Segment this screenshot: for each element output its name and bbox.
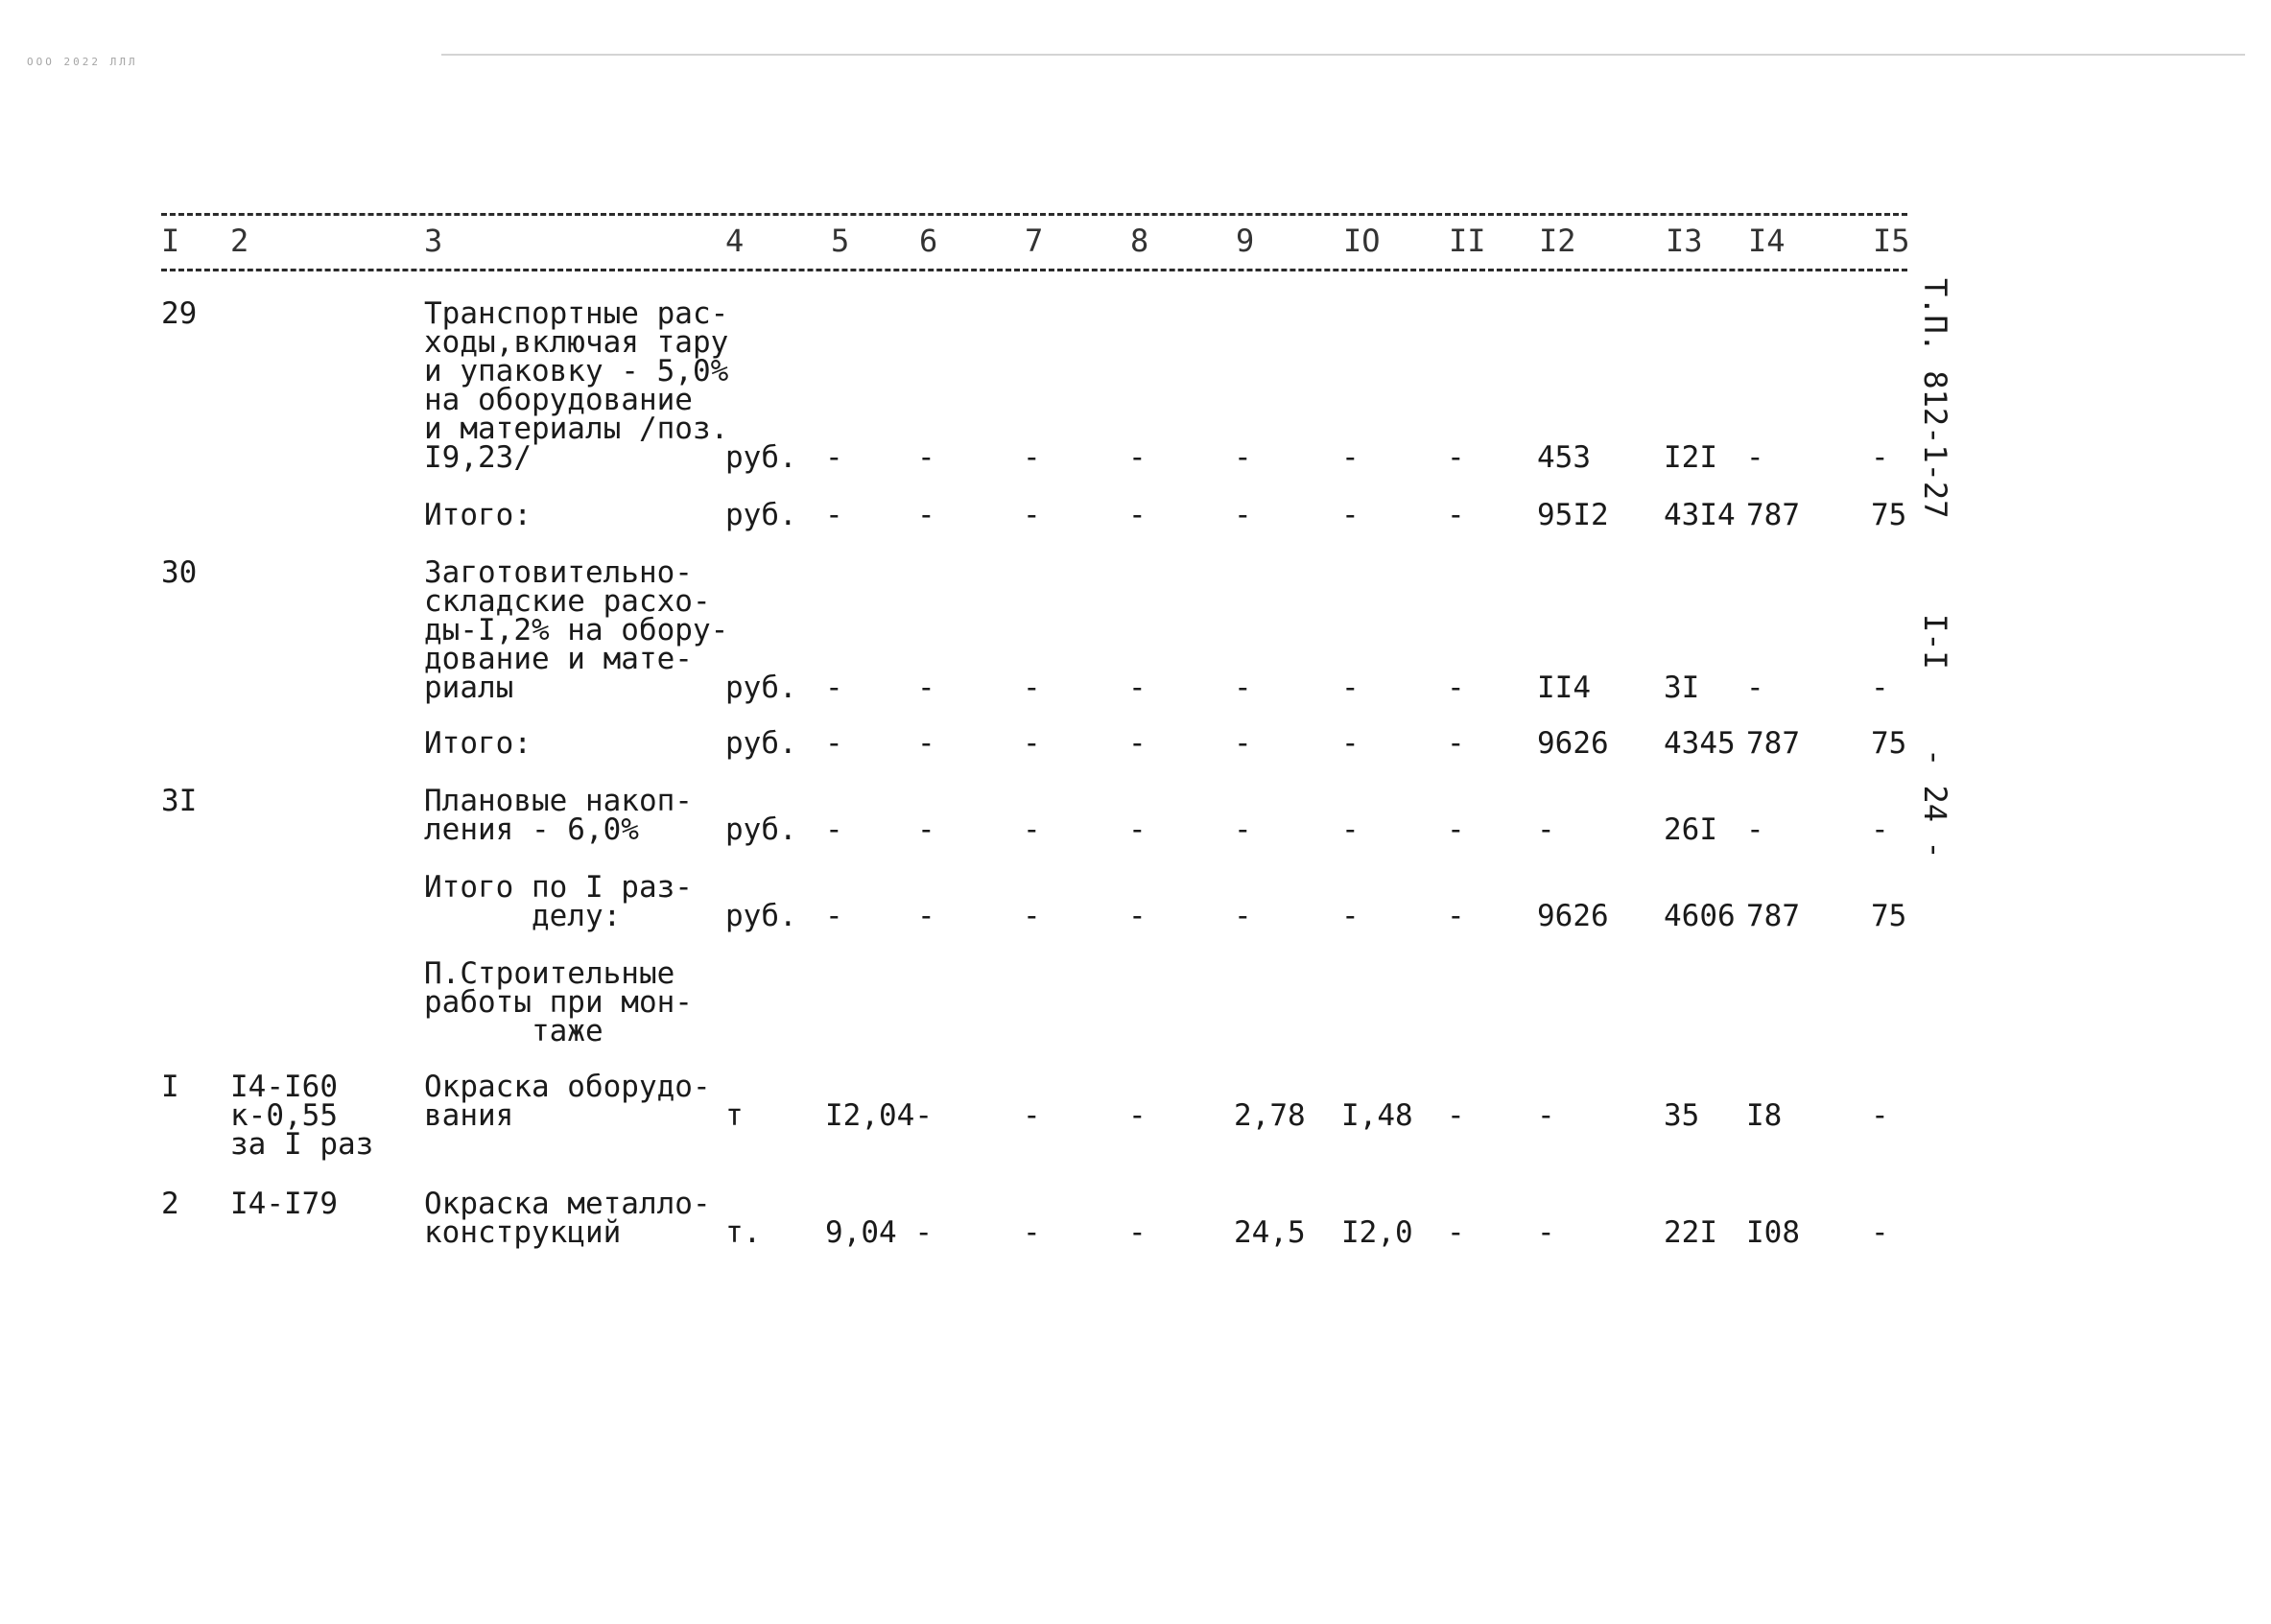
row-description: Заготовительно- складские расхо- ды-I,2% на обору- дование и мате- риалы	[424, 555, 729, 705]
cell-c13: 35	[1664, 1098, 1700, 1133]
cell-c13: 4606	[1664, 899, 1736, 933]
cell-c12: 9626	[1537, 726, 1609, 761]
rate-code: I4-I79	[230, 1187, 338, 1221]
cell-c11: -	[1447, 1215, 1465, 1250]
row-description: Транспортные рас- ходы,включая тару и упаковку - 5,0% на оборудование и материалы /поз. I9,23/	[424, 296, 729, 475]
cell-c14: I8	[1746, 1098, 1783, 1133]
header-bottom-rule	[161, 269, 1907, 271]
cell-c12: 95I2	[1537, 498, 1609, 532]
rate-code: I4-I60 к-0,55 за I раз	[230, 1070, 374, 1162]
column-header: I3	[1666, 223, 1703, 259]
cell-c6: -	[917, 671, 935, 705]
cell-c9: -	[1234, 440, 1252, 475]
cell-c11: -	[1447, 498, 1465, 532]
cell-c12: -	[1537, 812, 1555, 847]
column-header: I	[161, 223, 180, 259]
cell-c10: -	[1341, 498, 1360, 532]
cell-c5: -	[825, 726, 843, 761]
column-header: 3	[424, 223, 443, 259]
cell-c14: 787	[1746, 899, 1800, 933]
cell-c14: 787	[1746, 726, 1800, 761]
cell-c5: -	[825, 899, 843, 933]
cell-c13: 22I	[1664, 1215, 1717, 1250]
cell-c10: -	[1341, 440, 1360, 475]
row-unit: т.	[725, 1215, 762, 1250]
cell-c10: -	[1341, 899, 1360, 933]
column-header: I5	[1873, 223, 1910, 259]
column-header: 6	[919, 223, 938, 259]
scan-mark: ООО 2022 ЛЛЛ	[27, 56, 138, 68]
column-header: I4	[1748, 223, 1786, 259]
cell-c15: 75	[1871, 498, 1907, 532]
cell-c9: -	[1234, 498, 1252, 532]
cell-c9: 24,5	[1234, 1215, 1306, 1250]
cell-c8: -	[1128, 671, 1147, 705]
row-description: Окраска оборудо- вания	[424, 1070, 711, 1133]
cell-c11: -	[1447, 671, 1465, 705]
cell-c15: -	[1871, 671, 1889, 705]
column-header: 5	[831, 223, 850, 259]
cell-c7: -	[1023, 440, 1041, 475]
cell-c6: -	[917, 440, 935, 475]
column-header: 2	[230, 223, 249, 259]
cell-c13: I2I	[1664, 440, 1717, 475]
cell-c5: -	[825, 671, 843, 705]
cell-c14: -	[1746, 812, 1764, 847]
cell-c14: I08	[1746, 1215, 1800, 1250]
cell-c13: 3I	[1664, 671, 1700, 705]
cell-c7: -	[1023, 498, 1041, 532]
cell-c11: -	[1447, 1098, 1465, 1133]
cell-c11: -	[1447, 440, 1465, 475]
cell-c14: 787	[1746, 498, 1800, 532]
cell-c5: 9,04 -	[825, 1215, 933, 1250]
cell-c11: -	[1447, 812, 1465, 847]
column-header: I2	[1539, 223, 1576, 259]
row-description: Окраска металло- конструкций	[424, 1187, 711, 1250]
row-description: Плановые накоп- ления - 6,0%	[424, 784, 693, 847]
row-number: I	[161, 1070, 179, 1104]
cell-c13: 43I4	[1664, 498, 1736, 532]
cell-c8: -	[1128, 1215, 1147, 1250]
row-unit: руб.	[725, 726, 797, 761]
row-number: 3I	[161, 784, 198, 818]
cell-c13: 26I	[1664, 812, 1717, 847]
cell-c7: -	[1023, 726, 1041, 761]
cell-c13: 4345	[1664, 726, 1736, 761]
cell-c7: -	[1023, 671, 1041, 705]
cell-c8: -	[1128, 1098, 1147, 1133]
cell-c14: -	[1746, 671, 1764, 705]
cell-c5: I2,04-	[825, 1098, 933, 1133]
column-header: 8	[1130, 223, 1149, 259]
cell-c9: -	[1234, 812, 1252, 847]
cell-c9: -	[1234, 899, 1252, 933]
cell-c12: 453	[1537, 440, 1591, 475]
cell-c7: -	[1023, 812, 1041, 847]
row-description: Итого по I раз- делу:	[424, 870, 693, 933]
row-unit: руб.	[725, 498, 797, 532]
cell-c9: 2,78	[1234, 1098, 1306, 1133]
cell-c8: -	[1128, 812, 1147, 847]
cell-c6: -	[917, 812, 935, 847]
cell-c8: -	[1128, 498, 1147, 532]
cell-c8: -	[1128, 440, 1147, 475]
row-unit: руб.	[725, 671, 797, 705]
cell-c15: 75	[1871, 899, 1907, 933]
header-top-rule	[161, 213, 1907, 216]
cell-c10: I,48	[1341, 1098, 1413, 1133]
cell-c8: -	[1128, 726, 1147, 761]
doc-code: Т.П. 812-1-27	[1917, 278, 1953, 519]
cell-c9: -	[1234, 726, 1252, 761]
cell-c14: -	[1746, 440, 1764, 475]
cell-c15: -	[1871, 1098, 1889, 1133]
cell-c10: -	[1341, 812, 1360, 847]
cell-c11: -	[1447, 899, 1465, 933]
row-unit: руб.	[725, 812, 797, 847]
cell-c6: -	[917, 498, 935, 532]
cell-c10: I2,0	[1341, 1215, 1413, 1250]
cell-c15: 75	[1871, 726, 1907, 761]
page-number: - 24 -	[1917, 748, 1953, 859]
cell-c15: -	[1871, 440, 1889, 475]
row-unit: т	[725, 1098, 744, 1133]
scan-artifact-line	[441, 54, 2245, 56]
row-description: П.Строительные работы при мон- таже	[424, 956, 693, 1048]
cell-c12: II4	[1537, 671, 1591, 705]
column-header: 9	[1236, 223, 1255, 259]
row-number: 2	[161, 1187, 179, 1221]
row-description: Итого:	[424, 498, 532, 532]
cell-c11: -	[1447, 726, 1465, 761]
row-unit: руб.	[725, 440, 797, 475]
column-header: IO	[1343, 223, 1381, 259]
cell-c5: -	[825, 498, 843, 532]
cell-c12: 9626	[1537, 899, 1609, 933]
cell-c6: -	[917, 899, 935, 933]
cell-c15: -	[1871, 1215, 1889, 1250]
cell-c10: -	[1341, 671, 1360, 705]
cell-c5: -	[825, 440, 843, 475]
cell-c12: -	[1537, 1215, 1555, 1250]
row-number: 30	[161, 555, 198, 590]
cell-c12: -	[1537, 1098, 1555, 1133]
sheet-number: I-I	[1917, 614, 1953, 670]
column-header: 7	[1025, 223, 1044, 259]
cell-c15: -	[1871, 812, 1889, 847]
cell-c7: -	[1023, 1215, 1041, 1250]
row-unit: руб.	[725, 899, 797, 933]
cell-c9: -	[1234, 671, 1252, 705]
row-description: Итого:	[424, 726, 532, 761]
cell-c7: -	[1023, 899, 1041, 933]
cell-c5: -	[825, 812, 843, 847]
column-header: II	[1449, 223, 1486, 259]
cell-c7: -	[1023, 1098, 1041, 1133]
row-number: 29	[161, 296, 198, 331]
column-header: 4	[725, 223, 745, 259]
cell-c8: -	[1128, 899, 1147, 933]
cell-c6: -	[917, 726, 935, 761]
cell-c10: -	[1341, 726, 1360, 761]
